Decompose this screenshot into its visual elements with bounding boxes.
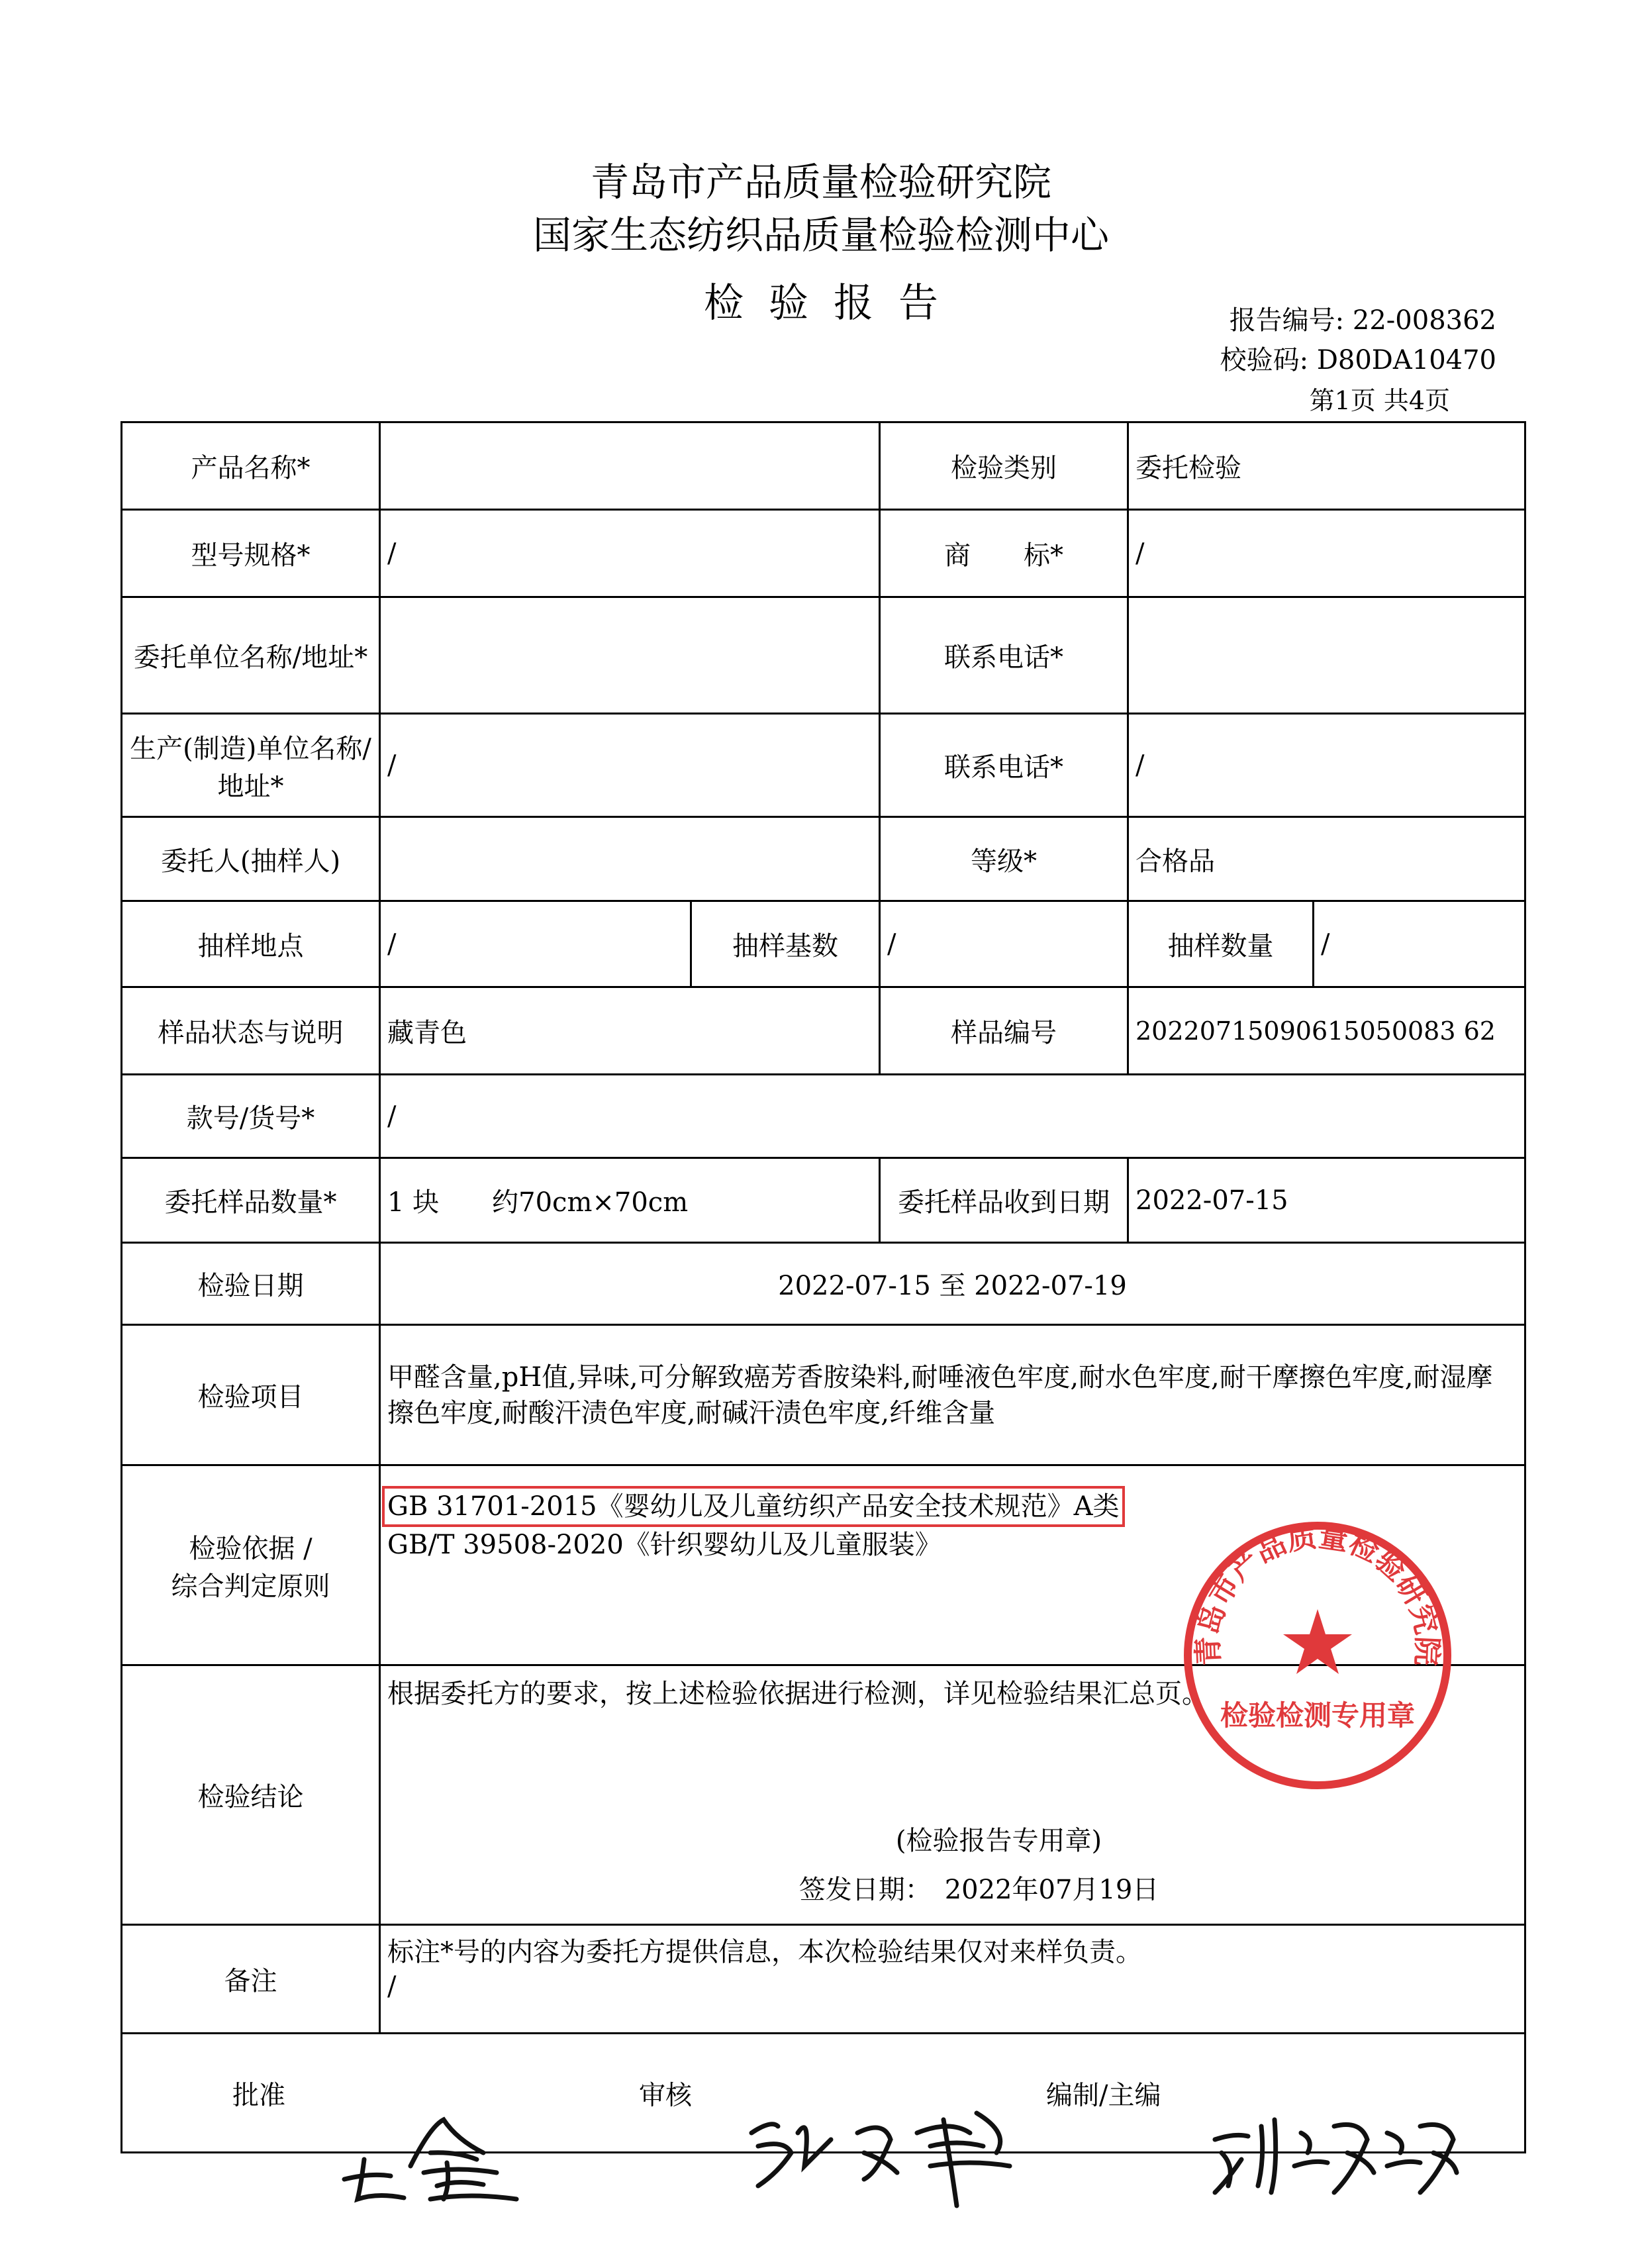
trademark-value: / (1128, 510, 1525, 597)
trademark-label: 商 标* (880, 510, 1128, 597)
style-no-value: / (380, 1075, 1525, 1158)
editor-signature (1195, 2100, 1460, 2206)
inspection-type-value: 委托检验 (1128, 422, 1525, 510)
editor-label: 编制/主编 (1046, 2080, 1161, 2110)
sampling-qty-label: 抽样数量 (1128, 901, 1314, 987)
remarks-line-2: / (387, 1971, 397, 2002)
report-table (121, 421, 1526, 2153)
sample-state-value: 藏青色 (380, 987, 880, 1075)
verify-code: 校验码: D80DA10470 (1220, 345, 1496, 375)
review-label: 审核 (639, 2080, 692, 2110)
page-indicator: 第1页 共4页 (1309, 386, 1450, 415)
grade-value: 合格品 (1128, 817, 1525, 901)
sample-no-label: 样品编号 (880, 987, 1128, 1075)
manufacturer-phone-label: 联系电话* (880, 714, 1128, 817)
client-phone-label: 联系电话* (880, 597, 1128, 714)
remarks-line-1: 标注*号的内容为委托方提供信息，本次检验结果仅对来样负责。 (387, 1937, 1142, 1967)
seal-star-icon (1283, 1609, 1352, 1674)
basis-line-1: GB 31701-2015《婴幼儿及儿童纺织产品安全技术规范》A类 (382, 1486, 1125, 1527)
official-seal (1179, 1516, 1457, 1795)
approve-label: 批准 (232, 2080, 285, 2110)
header-org: 青岛市产品质量检验研究院 (590, 160, 1051, 205)
sampling-base-value: / (880, 901, 1128, 987)
test-date-value: 2022-07-15 至 2022-07-19 (380, 1243, 1525, 1325)
manufacturer-value: / (380, 714, 880, 817)
approve-signature (331, 2100, 543, 2212)
sample-no-value: 20220715090615050083 62 (1128, 987, 1525, 1075)
basis-line-2: GB/T 39508-2020《针织婴幼儿及儿童服装》 (387, 1530, 942, 1560)
client-label: 委托单位名称/地址* (122, 597, 380, 714)
client-phone-value (1128, 597, 1525, 714)
test-items-value: 甲醛含量,pH值,异味,可分解致癌芳香胺染料,耐唾液色牢度,耐水色牢度,耐干摩擦色牢度,耐湿摩擦色牢度,耐酸汗渍色牢度,耐碱汗渍色牢度,纤维含量 (380, 1325, 1525, 1465)
issue-date: 签发日期： 2022年07月19日 (798, 1875, 1159, 1905)
entrustor-value (380, 817, 880, 901)
manufacturer-phone-value: / (1128, 714, 1525, 817)
review-signature (732, 2093, 1043, 2212)
conclusion-seal-note: (检验报告专用章) (895, 1826, 1102, 1856)
client-value (380, 597, 880, 714)
seal-ring-text: 青岛市产品质量检验研究院 (1191, 1519, 1444, 1667)
test-items-label: 检验项目 (122, 1325, 380, 1465)
sampling-qty-value: / (1314, 901, 1525, 987)
header-center: 国家生态纺织品质量检验检测中心 (532, 213, 1109, 258)
entrustor-label: 委托人(抽样人) (122, 817, 380, 901)
sample-state-label: 样品状态与说明 (122, 987, 380, 1075)
model-value: / (380, 510, 880, 597)
seal-bottom-text: 检验检测专用章 (1220, 1699, 1416, 1732)
received-date-label: 委托样品收到日期 (880, 1158, 1128, 1243)
product-name-value (380, 422, 880, 510)
model-label: 型号规格* (122, 510, 380, 597)
product-name-label: 产品名称* (122, 422, 380, 510)
test-date-label: 检验日期 (122, 1243, 380, 1325)
sample-qty-label: 委托样品数量* (122, 1158, 380, 1243)
sampling-place-label: 抽样地点 (122, 901, 380, 987)
received-date-value: 2022-07-15 (1128, 1158, 1525, 1243)
basis-label: 检验依据 / 综合判定原则 (122, 1465, 380, 1665)
manufacturer-label: 生产(制造)单位名称/地址* (122, 714, 380, 817)
conclusion-label: 检验结论 (122, 1665, 380, 1925)
sample-qty-value: 1 块 约70cm×70cm (380, 1158, 880, 1243)
conclusion-text: 根据委托方的要求，按上述检验依据进行检测，详见检验结果汇总页。 (387, 1679, 1208, 1709)
sampling-base-label: 抽样基数 (691, 901, 880, 987)
style-no-label: 款号/货号* (122, 1075, 380, 1158)
report-number: 报告编号: 22-008362 (1229, 305, 1496, 336)
remarks-label: 备注 (122, 1925, 380, 2034)
grade-label: 等级* (880, 817, 1128, 901)
inspection-type-label: 检验类别 (880, 422, 1128, 510)
report-title: 检验报告 (704, 280, 963, 326)
sampling-place-value: / (380, 901, 691, 987)
